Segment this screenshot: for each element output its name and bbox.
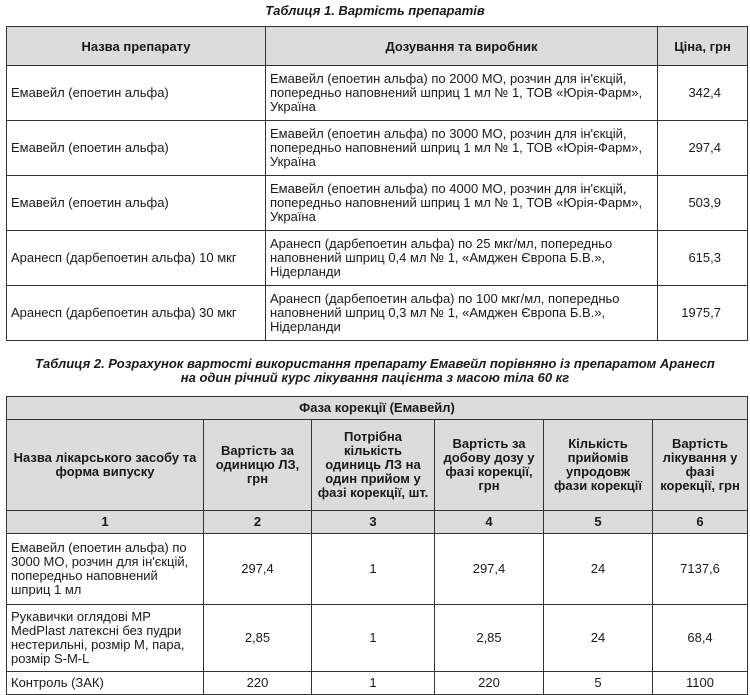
item-name-cell: Контроль (ЗАК) bbox=[7, 672, 204, 695]
column-number: 1 bbox=[7, 511, 204, 534]
daily-cost-cell: 297,4 bbox=[435, 534, 544, 605]
table-row bbox=[7, 231, 748, 286]
dose-count-cell: 5 bbox=[544, 672, 653, 695]
dosage-cell: Емавейл (епоетин альфа) по 4000 МО, розчин для ін'єкцій, попередньо наповнений шприц 1 мл № 1, ТОВ «Юрія-Фарм», Україна bbox=[266, 176, 658, 231]
item-name-cell: Емавейл (епоетин альфа) по 3000 МО, розчин для ін'єкцій, попередньо наповнений шприц 1 мл bbox=[7, 534, 204, 605]
drug-name-cell: Емавейл (епоетин альфа) bbox=[7, 66, 266, 121]
header-dosage: Дозування та виробник bbox=[266, 27, 658, 66]
daily-cost-cell: 2,85 bbox=[435, 605, 544, 672]
header-price: Ціна, грн bbox=[658, 27, 748, 66]
total-cost-cell: 1100 bbox=[653, 672, 748, 695]
units-per-dose-cell: 1 bbox=[312, 534, 435, 605]
dosage-cell: Емавейл (епоетин альфа) по 2000 МО, розчин для ін'єкцій, попередньо наповнений шприц 1 мл № 1, ТОВ «Юрія-Фарм», Україна bbox=[266, 66, 658, 121]
header-dose-count: Кількість прийомів упродовж фази корекції bbox=[544, 420, 653, 511]
column-number: 6 bbox=[653, 511, 748, 534]
table-header-row bbox=[7, 27, 748, 66]
table2-caption-line1: Таблиця 2. Розрахунок вартості використання препарату Емавейл порівняно із препаратом Аранесп bbox=[35, 356, 715, 371]
price-cell: 615,3 bbox=[658, 231, 748, 286]
drug-name-cell: Аранесп (дарбепоетин альфа) 10 мкг bbox=[7, 231, 266, 286]
dosage-cell: Аранесп (дарбепоетин альфа) по 100 мкг/мл, попередньо наповнений шприц 0,3 мл № 1, «Амджен Європа Б.В.», Нідерланди bbox=[266, 286, 658, 341]
header-unit-cost: Вартість за одиницю ЛЗ, грн bbox=[204, 420, 312, 511]
units-per-dose-cell: 1 bbox=[312, 672, 435, 695]
phase-header-row bbox=[7, 397, 748, 420]
header-drug-form: Назва лікарського засобу та форма випуску bbox=[7, 420, 204, 511]
price-cell: 1975,7 bbox=[658, 286, 748, 341]
drug-prices-table bbox=[6, 26, 748, 341]
total-cost-cell: 7137,6 bbox=[653, 534, 748, 605]
price-cell: 297,4 bbox=[658, 121, 748, 176]
table-row bbox=[7, 121, 748, 176]
dose-count-cell: 24 bbox=[544, 605, 653, 672]
unit-cost-cell: 297,4 bbox=[204, 534, 312, 605]
price-cell: 503,9 bbox=[658, 176, 748, 231]
unit-cost-cell: 220 bbox=[204, 672, 312, 695]
table1-caption: Таблиця 1. Вартість препаратів bbox=[265, 3, 485, 18]
column-number: 5 bbox=[544, 511, 653, 534]
dosage-cell: Емавейл (епоетин альфа) по 3000 МО, розчин для ін'єкцій, попередньо наповнений шприц 1 мл № 1, ТОВ «Юрія-Фарм», Україна bbox=[266, 121, 658, 176]
drug-name-cell: Емавейл (епоетин альфа) bbox=[7, 121, 266, 176]
dosage-cell: Аранесп (дарбепоетин альфа) по 25 мкг/мл, попередньо наповнений шприц 0,4 мл № 1, «Амджен Європа Б.В.», Нідерланди bbox=[266, 231, 658, 286]
header-units-per-dose: Потрібна кількість одиниць ЛЗ на один прийом у фазі корекції, шт. bbox=[312, 420, 435, 511]
table-row bbox=[7, 176, 748, 231]
column-number: 2 bbox=[204, 511, 312, 534]
cost-calculation-table bbox=[6, 396, 748, 695]
table-row bbox=[7, 66, 748, 121]
item-name-cell: Рукавички оглядові MP MedPlast латексні без пудри нестерильні, розмір M, пара, розмір S-M-L bbox=[7, 605, 204, 672]
daily-cost-cell: 220 bbox=[435, 672, 544, 695]
table-row bbox=[7, 534, 748, 605]
header-total-cost: Вартість лікування у фазі корекції, грн bbox=[653, 420, 748, 511]
column-number: 3 bbox=[312, 511, 435, 534]
table2-caption bbox=[0, 357, 750, 385]
table2-caption-line2: на один річний курс лікування пацієнта з масою тіла 60 кг bbox=[180, 370, 570, 385]
table-row bbox=[7, 672, 748, 695]
units-per-dose-cell: 1 bbox=[312, 605, 435, 672]
column-number: 4 bbox=[435, 511, 544, 534]
table-header-row bbox=[7, 420, 748, 511]
column-number-row bbox=[7, 511, 748, 534]
drug-name-cell: Емавейл (епоетин альфа) bbox=[7, 176, 266, 231]
total-cost-cell: 68,4 bbox=[653, 605, 748, 672]
drug-name-cell: Аранесп (дарбепоетин альфа) 30 мкг bbox=[7, 286, 266, 341]
price-cell: 342,4 bbox=[658, 66, 748, 121]
unit-cost-cell: 2,85 bbox=[204, 605, 312, 672]
dose-count-cell: 24 bbox=[544, 534, 653, 605]
table-row bbox=[7, 286, 748, 341]
header-drug-name: Назва препарату bbox=[7, 27, 266, 66]
phase-title: Фаза корекції (Емавейл) bbox=[7, 397, 748, 420]
header-daily-cost: Вартість за добову дозу у фазі корекції, грн bbox=[435, 420, 544, 511]
table-row bbox=[7, 605, 748, 672]
